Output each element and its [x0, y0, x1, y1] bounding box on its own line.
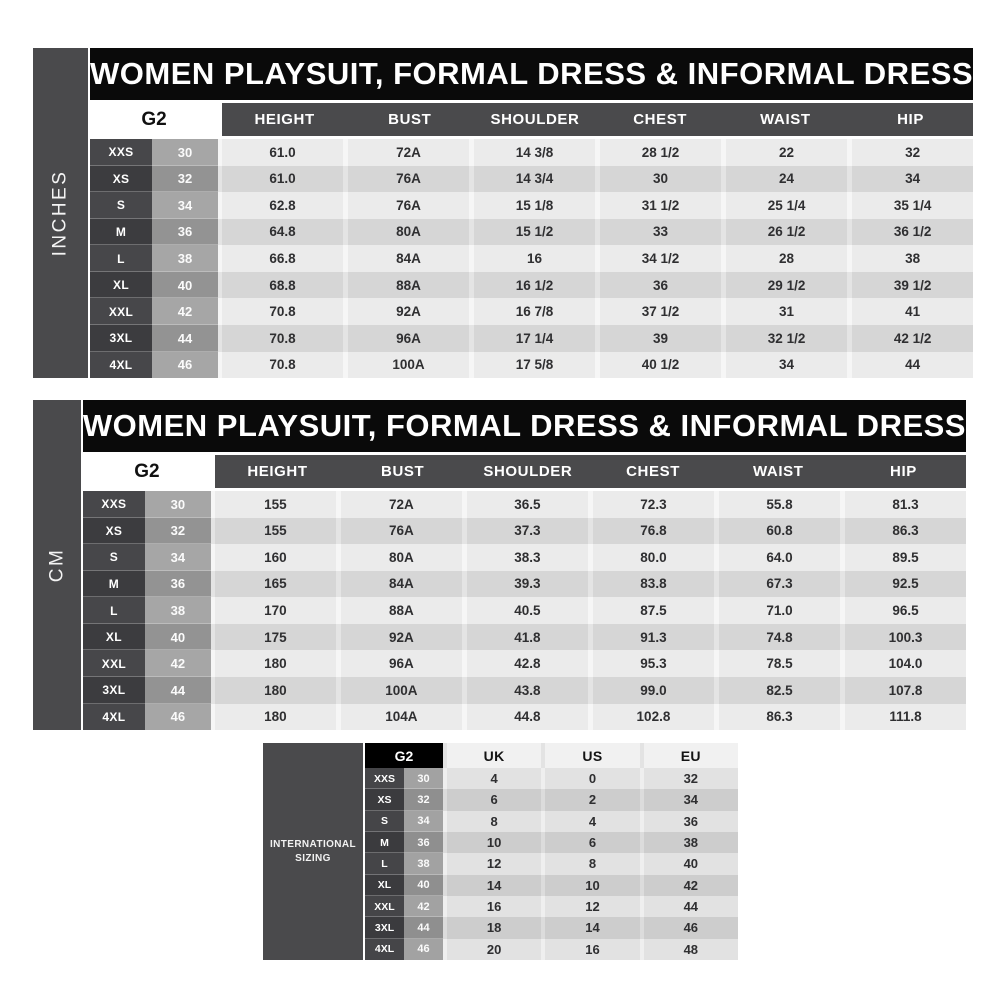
data-cell: 28 — [726, 245, 847, 272]
size-number-cell: 34 — [152, 192, 218, 219]
cm-table — [33, 400, 966, 730]
data-cell: 17 1/4 — [474, 325, 595, 352]
table-rows — [365, 768, 738, 960]
data-cell: 14 — [447, 875, 541, 896]
data-cell: 64.8 — [222, 219, 343, 246]
data-cell: 68.8 — [222, 272, 343, 299]
data-cell: 62.8 — [222, 192, 343, 219]
table-row — [83, 650, 966, 677]
row-values — [218, 325, 973, 352]
data-cell: 34 — [852, 166, 973, 193]
column-headers — [222, 103, 973, 136]
row-values — [443, 875, 738, 896]
table-title: WOMEN PLAYSUIT, FORMAL DRESS & INFORMAL DRESS — [83, 400, 966, 452]
row-values — [211, 624, 966, 651]
column-headers — [443, 743, 738, 768]
row-values — [218, 166, 973, 193]
size-label-cell: M — [83, 571, 145, 598]
data-cell: 2 — [545, 789, 639, 810]
data-cell: 12 — [447, 853, 541, 874]
data-cell: 44.8 — [467, 704, 588, 731]
row-values — [218, 192, 973, 219]
column-header: US — [545, 743, 639, 768]
data-cell: 155 — [215, 518, 336, 545]
size-label-cell: XL — [83, 624, 145, 651]
data-cell: 99.0 — [593, 677, 714, 704]
data-cell: 16 7/8 — [474, 298, 595, 325]
data-cell: 89.5 — [845, 544, 966, 571]
row-values — [218, 139, 973, 166]
data-cell: 25 1/4 — [726, 192, 847, 219]
data-cell: 16 — [447, 896, 541, 917]
size-number-cell: 36 — [145, 571, 211, 598]
data-cell: 6 — [447, 789, 541, 810]
data-cell: 15 1/2 — [474, 219, 595, 246]
table-row — [90, 166, 973, 193]
data-cell: 100A — [348, 352, 469, 379]
data-cell: 180 — [215, 650, 336, 677]
data-cell: 14 — [545, 917, 639, 938]
data-cell: 30 — [600, 166, 721, 193]
data-cell: 12 — [545, 896, 639, 917]
data-cell: 20 — [447, 939, 541, 960]
data-cell: 41 — [852, 298, 973, 325]
size-number-cell: 30 — [152, 139, 218, 166]
data-cell: 80.0 — [593, 544, 714, 571]
table-row — [365, 896, 738, 917]
size-number-cell: 44 — [404, 917, 443, 938]
g2-header: G2 — [90, 103, 218, 136]
data-cell: 32 1/2 — [726, 325, 847, 352]
table-title: WOMEN PLAYSUIT, FORMAL DRESS & INFORMAL DRESS — [90, 48, 973, 100]
data-cell: 29 1/2 — [726, 272, 847, 299]
table-row — [365, 875, 738, 896]
row-values — [211, 677, 966, 704]
data-cell: 36.5 — [467, 491, 588, 518]
data-cell: 46 — [644, 917, 738, 938]
data-cell: 88A — [341, 597, 462, 624]
data-cell: 71.0 — [719, 597, 840, 624]
size-number-cell: 42 — [404, 896, 443, 917]
row-values — [211, 571, 966, 598]
size-label-cell: L — [365, 853, 404, 874]
table-row — [83, 491, 966, 518]
row-values — [218, 352, 973, 379]
international-label-line2: SIZING — [295, 852, 331, 864]
row-values — [211, 650, 966, 677]
data-cell: 76A — [341, 518, 462, 545]
data-cell: 42 1/2 — [852, 325, 973, 352]
size-label-cell: XL — [365, 875, 404, 896]
row-values — [218, 272, 973, 299]
table-row — [365, 939, 738, 960]
table-row — [83, 571, 966, 598]
data-cell: 92A — [341, 624, 462, 651]
row-values — [443, 939, 738, 960]
data-cell: 10 — [447, 832, 541, 853]
data-cell: 61.0 — [222, 139, 343, 166]
size-label-cell: M — [365, 832, 404, 853]
table-row — [365, 917, 738, 938]
row-values — [218, 298, 973, 325]
size-number-cell: 32 — [152, 166, 218, 193]
data-cell: 76A — [348, 192, 469, 219]
data-cell: 66.8 — [222, 245, 343, 272]
row-values — [443, 768, 738, 789]
data-cell: 15 1/8 — [474, 192, 595, 219]
data-cell: 60.8 — [719, 518, 840, 545]
row-values — [211, 518, 966, 545]
table-header-row — [83, 455, 966, 488]
column-header: CHEST — [633, 111, 688, 128]
data-cell: 88A — [348, 272, 469, 299]
data-cell: 104.0 — [845, 650, 966, 677]
size-label-cell: XXL — [83, 650, 145, 677]
data-cell: 35 1/4 — [852, 192, 973, 219]
table-row — [365, 832, 738, 853]
international-table-body — [365, 743, 738, 960]
g2-header: G2 — [83, 455, 211, 488]
data-cell: 175 — [215, 624, 336, 651]
table-rows — [83, 491, 966, 730]
size-label-cell: XXS — [90, 139, 152, 166]
data-cell: 87.5 — [593, 597, 714, 624]
data-cell: 48 — [644, 939, 738, 960]
data-cell: 36 1/2 — [852, 219, 973, 246]
data-cell: 36 — [644, 811, 738, 832]
data-cell: 81.3 — [845, 491, 966, 518]
column-header: SHOULDER — [483, 463, 573, 480]
data-cell: 4 — [545, 811, 639, 832]
table-row — [83, 518, 966, 545]
table-row — [83, 597, 966, 624]
unit-label: INCHES — [49, 169, 71, 257]
column-header: BUST — [381, 463, 425, 480]
table-row — [90, 272, 973, 299]
column-header: HIP — [890, 463, 917, 480]
data-cell: 84A — [341, 571, 462, 598]
data-cell: 16 — [545, 939, 639, 960]
data-cell: 92A — [348, 298, 469, 325]
row-values — [211, 597, 966, 624]
data-cell: 8 — [545, 853, 639, 874]
size-label-cell: XXS — [83, 491, 145, 518]
data-cell: 92.5 — [845, 571, 966, 598]
data-cell: 32 — [644, 768, 738, 789]
table-row — [365, 811, 738, 832]
data-cell: 17 5/8 — [474, 352, 595, 379]
column-header: HIP — [897, 111, 924, 128]
table-row — [90, 139, 973, 166]
data-cell: 31 1/2 — [600, 192, 721, 219]
column-header: HEIGHT — [247, 463, 308, 480]
table-row — [365, 789, 738, 810]
size-label-cell: M — [90, 219, 152, 246]
data-cell: 32 — [852, 139, 973, 166]
size-number-cell: 32 — [404, 789, 443, 810]
table-row — [83, 544, 966, 571]
data-cell: 38 — [644, 832, 738, 853]
data-cell: 39 1/2 — [852, 272, 973, 299]
size-number-cell: 46 — [152, 352, 218, 379]
data-cell: 38.3 — [467, 544, 588, 571]
column-header: WAIST — [752, 463, 804, 480]
column-headers — [215, 455, 966, 488]
size-label-cell: 4XL — [365, 939, 404, 960]
data-cell: 86.3 — [845, 518, 966, 545]
table-row — [365, 768, 738, 789]
data-cell: 96.5 — [845, 597, 966, 624]
data-cell: 165 — [215, 571, 336, 598]
data-cell: 40 1/2 — [600, 352, 721, 379]
row-values — [211, 491, 966, 518]
table-row — [83, 624, 966, 651]
data-cell: 34 — [726, 352, 847, 379]
column-header: SHOULDER — [490, 111, 580, 128]
data-cell: 0 — [545, 768, 639, 789]
data-cell: 80A — [348, 219, 469, 246]
size-number-cell: 34 — [145, 544, 211, 571]
size-label-cell: XS — [90, 166, 152, 193]
column-header: WAIST — [760, 111, 811, 128]
row-values — [211, 704, 966, 731]
size-label-cell: 3XL — [365, 917, 404, 938]
data-cell: 6 — [545, 832, 639, 853]
size-label-cell: XL — [90, 272, 152, 299]
size-label-cell: XXL — [90, 298, 152, 325]
size-number-cell: 42 — [145, 650, 211, 677]
international-label-line1: INTERNATIONAL — [269, 839, 357, 850]
data-cell: 76A — [348, 166, 469, 193]
data-cell: 78.5 — [719, 650, 840, 677]
table-row — [365, 853, 738, 874]
data-cell: 72A — [341, 491, 462, 518]
data-cell: 43.8 — [467, 677, 588, 704]
data-cell: 170 — [215, 597, 336, 624]
row-values — [211, 544, 966, 571]
data-cell: 74.8 — [719, 624, 840, 651]
size-number-cell: 30 — [404, 768, 443, 789]
size-number-cell: 34 — [404, 811, 443, 832]
size-label-cell: 3XL — [83, 677, 145, 704]
data-cell: 18 — [447, 917, 541, 938]
data-cell: 42 — [644, 875, 738, 896]
size-number-cell: 44 — [145, 677, 211, 704]
data-cell: 10 — [545, 875, 639, 896]
data-cell: 100.3 — [845, 624, 966, 651]
size-number-cell: 40 — [145, 624, 211, 651]
table-header-row — [365, 743, 738, 768]
data-cell: 44 — [644, 896, 738, 917]
size-label-cell: 4XL — [83, 704, 145, 731]
data-cell: 14 3/4 — [474, 166, 595, 193]
international-table — [263, 743, 738, 960]
data-cell: 16 — [474, 245, 595, 272]
data-cell: 31 — [726, 298, 847, 325]
data-cell: 41.8 — [467, 624, 588, 651]
data-cell: 100A — [341, 677, 462, 704]
size-number-cell: 38 — [152, 245, 218, 272]
size-number-cell: 42 — [152, 298, 218, 325]
data-cell: 72A — [348, 139, 469, 166]
data-cell: 34 — [644, 789, 738, 810]
size-label-cell: S — [365, 811, 404, 832]
size-label-cell: L — [83, 597, 145, 624]
g2-header: G2 — [365, 743, 443, 768]
unit-rail-inches — [33, 48, 88, 378]
data-cell: 111.8 — [845, 704, 966, 731]
size-number-cell: 46 — [145, 704, 211, 731]
data-cell: 72.3 — [593, 491, 714, 518]
size-number-cell: 40 — [152, 272, 218, 299]
size-label-cell: XS — [83, 518, 145, 545]
data-cell: 180 — [215, 704, 336, 731]
data-cell: 40 — [644, 853, 738, 874]
size-label-cell: 4XL — [90, 352, 152, 379]
column-header: UK — [447, 743, 541, 768]
data-cell: 16 1/2 — [474, 272, 595, 299]
data-cell: 102.8 — [593, 704, 714, 731]
column-header: EU — [644, 743, 738, 768]
data-cell: 96A — [341, 650, 462, 677]
data-cell: 86.3 — [719, 704, 840, 731]
size-label-cell: 3XL — [90, 325, 152, 352]
data-cell: 37 1/2 — [600, 298, 721, 325]
data-cell: 37.3 — [467, 518, 588, 545]
row-values — [443, 832, 738, 853]
data-cell: 4 — [447, 768, 541, 789]
size-number-cell: 46 — [404, 939, 443, 960]
data-cell: 61.0 — [222, 166, 343, 193]
table-row — [90, 219, 973, 246]
size-label-cell: XXL — [365, 896, 404, 917]
size-label-cell: XS — [365, 789, 404, 810]
row-values — [218, 219, 973, 246]
row-values — [218, 245, 973, 272]
data-cell: 28 1/2 — [600, 139, 721, 166]
cm-table-body — [83, 400, 966, 730]
data-cell: 42.8 — [467, 650, 588, 677]
data-cell: 40.5 — [467, 597, 588, 624]
data-cell: 26 1/2 — [726, 219, 847, 246]
data-cell: 80A — [341, 544, 462, 571]
data-cell: 83.8 — [593, 571, 714, 598]
column-header: BUST — [388, 111, 432, 128]
data-cell: 39 — [600, 325, 721, 352]
size-label-cell: S — [83, 544, 145, 571]
size-number-cell: 36 — [152, 219, 218, 246]
column-header: CHEST — [626, 463, 680, 480]
data-cell: 36 — [600, 272, 721, 299]
row-values — [443, 789, 738, 810]
size-label-cell: S — [90, 192, 152, 219]
size-number-cell: 44 — [152, 325, 218, 352]
data-cell: 33 — [600, 219, 721, 246]
data-cell: 14 3/8 — [474, 139, 595, 166]
row-values — [443, 811, 738, 832]
data-cell: 24 — [726, 166, 847, 193]
table-rows — [90, 139, 973, 378]
data-cell: 84A — [348, 245, 469, 272]
data-cell: 38 — [852, 245, 973, 272]
data-cell: 104A — [341, 704, 462, 731]
data-cell: 155 — [215, 491, 336, 518]
table-row — [83, 704, 966, 731]
data-cell: 44 — [852, 352, 973, 379]
table-row — [90, 325, 973, 352]
data-cell: 70.8 — [222, 325, 343, 352]
data-cell: 180 — [215, 677, 336, 704]
data-cell: 39.3 — [467, 571, 588, 598]
data-cell: 55.8 — [719, 491, 840, 518]
data-cell: 8 — [447, 811, 541, 832]
size-number-cell: 38 — [404, 853, 443, 874]
data-cell: 67.3 — [719, 571, 840, 598]
inches-table — [33, 48, 974, 378]
data-cell: 70.8 — [222, 298, 343, 325]
size-label-cell: XXS — [365, 768, 404, 789]
international-sizing-label — [263, 743, 363, 960]
row-values — [443, 896, 738, 917]
table-row — [90, 352, 973, 379]
data-cell: 82.5 — [719, 677, 840, 704]
size-number-cell: 36 — [404, 832, 443, 853]
data-cell: 64.0 — [719, 544, 840, 571]
size-number-cell: 32 — [145, 518, 211, 545]
table-row — [83, 677, 966, 704]
data-cell: 107.8 — [845, 677, 966, 704]
size-number-cell: 40 — [404, 875, 443, 896]
data-cell: 96A — [348, 325, 469, 352]
data-cell: 70.8 — [222, 352, 343, 379]
size-number-cell: 38 — [145, 597, 211, 624]
size-number-cell: 30 — [145, 491, 211, 518]
column-header: HEIGHT — [254, 111, 315, 128]
data-cell: 160 — [215, 544, 336, 571]
row-values — [443, 917, 738, 938]
data-cell: 76.8 — [593, 518, 714, 545]
data-cell: 22 — [726, 139, 847, 166]
unit-label: CM — [45, 547, 67, 583]
table-row — [90, 245, 973, 272]
table-row — [90, 298, 973, 325]
table-header-row — [90, 103, 973, 136]
data-cell: 91.3 — [593, 624, 714, 651]
size-label-cell: L — [90, 245, 152, 272]
data-cell: 95.3 — [593, 650, 714, 677]
row-values — [443, 853, 738, 874]
unit-rail-cm — [33, 400, 81, 730]
table-row — [90, 192, 973, 219]
inches-table-body — [90, 48, 973, 378]
data-cell: 34 1/2 — [600, 245, 721, 272]
